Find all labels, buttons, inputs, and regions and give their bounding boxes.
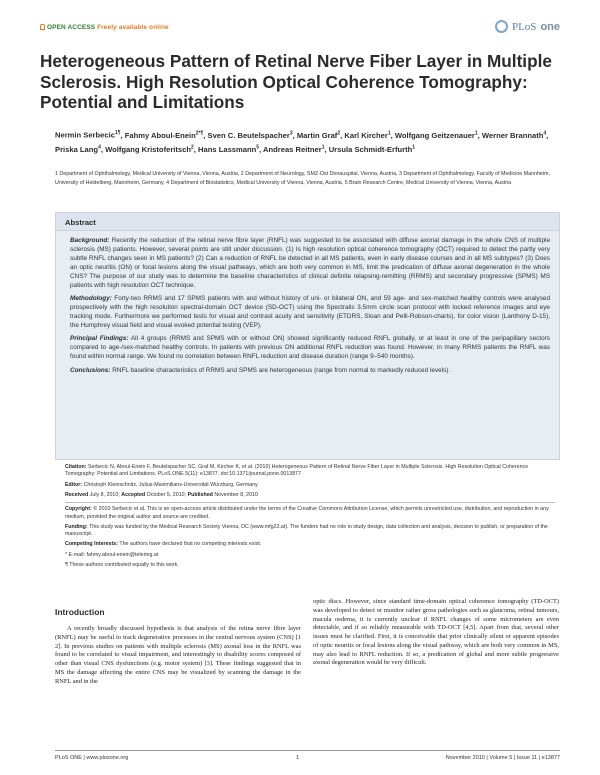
author-list-rest: , Fahmy Aboul-Enein$^{2*\P}$, Sven C. Beutelspacher$^3$, Martin Graf$^2$, Karl Kircher$^1$, Wolfgang Geitzenauer$^1$, Werner Brannath$^4$, Priska Lang$^4$, Wolfgang Kristoferitsch$^2$, Hans Lassmann$^5$, Andreas Reitner$^1$, Ursula Schmidt-Erfurth$^1$ xyxy=(55,130,549,155)
plos-one-logo: PLoS one xyxy=(495,20,560,33)
author-name: Fahmy Aboul-Enein xyxy=(124,130,196,140)
citation: Citation: Serbecic N, Aboul-Enein F, Beutelspacher SC, Graf M, Kircher K, et al. (2010) Heterogeneous Pattern of Retinal Nerve Fiber Layer in Multiple Sclerosis. High Resolution Optical Coherence Tomography: Potential and Limitations. PLoS ONE 5(11): e13877. doi:10.1371/journal.pone.0013877 xyxy=(65,464,529,478)
dates: Received July 8, 2010; Accepted October 5, 2010; Published November 8, 2010 xyxy=(65,491,258,498)
editor: Editor: Christoph Kleinschnitz, Julius-Maximilians-Universität Würzburg, Germany xyxy=(65,481,258,488)
author-name: Andreas Reitner xyxy=(263,145,322,155)
author-name: Werner Brannath xyxy=(481,130,544,140)
article-title: Heterogeneous Pattern of Retinal Nerve Fiber Layer in Multiple Sclerosis. High Resolution Optical Coherence Tomography: Potential and Limitations xyxy=(40,51,552,112)
affiliations: 1 Department of Ophthalmology, Medical University of Vienna, Vienna, Austria, 2 Department of Neurology, SMZ-Ost Donauspital, Vienna, Austria, 3 Department of Ophthalmology, Faculty of Medicine Mannheim, University of Heidelberg, Mannheim, Germany, 4 Department of Biostatistics, Medical University of Vienna, Vienna, Austria, 5 Brain Research Centre, Medical University of Vienna, Vienna, Austria xyxy=(55,171,550,187)
competing-interests: Competing Interests: The authors have declared that no competing interests exist. xyxy=(65,541,262,548)
abstract-findings: Principal Findings: All 4 groups (RRMS and SPMS with or without ON) showed significantly reduced RNFL globally, or at least in one of the peripapillary sectors compared to age-/sex-matched healthy controls. In patients with previous ON additional RNFL reduction was found. However, in many RRMS patients the RNFL was found within normal range. We found no correlation between RNFL reduction and disease duration (range 9–540 months). xyxy=(70,335,550,361)
author-name: Priska Lang xyxy=(55,145,99,155)
author-name: Wolfgang Geitzenauer xyxy=(394,130,475,140)
journal-header xyxy=(40,12,560,40)
abstract-conclusions: Conclusions: RNFL baseline characteristics of RRMS and SPMS are heterogeneous (range from normal to markedly reduced levels). xyxy=(70,366,451,374)
author-affiliation-marker: 2*¶ xyxy=(195,130,204,136)
author-name: Martin Graf xyxy=(296,130,338,140)
section-heading-introduction: Introduction xyxy=(55,607,105,617)
article-metadata xyxy=(65,464,555,572)
page-footer xyxy=(55,750,560,761)
body-column-left xyxy=(55,598,301,686)
author-affiliation-marker: 1 xyxy=(387,130,391,136)
copyright: Copyright: © 2010 Serbecic et al. This is an open-access article distributed under the terms of the Creative Commons Attribution License, which permits unrestricted use, distribution, and reproduction in any medium, provided the original author and source are credited. xyxy=(65,506,549,520)
author-list: Nermin Serbecic$^{1\P}$, Fahmy Aboul-Enein$^{2*\P}$, Sven C. Beutelspacher$^3$, Martin Graf$^2$, Karl Kircher$^1$, Wolfgang Geitzenauer$^1$, Werner Brannath$^4$, Priska Lang$^4$, Wolfgang Kristoferitsch$^2$, Hans Lassmann$^5$, Andreas Reitner$^1$, Ursula Schmidt-Erfurth$^1$ xyxy=(55,130,549,155)
author-affiliation-marker: 4 xyxy=(543,130,547,136)
abstract-methodology: Methodology: Forty-two RRMS and 17 SPMS patients with and without history of uni- or bilateral ON, and 59 age- and sex-matched healthy controls were analysed prospectively with the high resolution spectral-domain OCT device (SD-OCT) using the Spectralis 3.5mm circle scan protocol with locked reference images and eye tracking mode. Furthermore we performed tests for visual and contrast acuity and sensitivity (ETDRS, Sloan and Pelli-Robson-charts), for color vision (Lanthony D-15), the Humphrey visual field and visual evoked potential testing (VEP). xyxy=(70,295,550,329)
author-affiliation-marker: 3 xyxy=(289,130,293,136)
author-affiliation-marker: 4 xyxy=(98,144,101,151)
author-name: Wolfgang Kristoferitsch xyxy=(105,145,192,155)
author-affiliation-marker: 2 xyxy=(191,144,194,151)
divider xyxy=(65,502,555,503)
abstract-box xyxy=(55,212,560,460)
author-name: Hans Lassmann xyxy=(198,145,257,155)
author-affiliation-marker: 2 xyxy=(337,130,341,136)
author-affiliation-marker: 5 xyxy=(256,144,260,151)
abstract-heading: Abstract xyxy=(56,213,559,231)
author-name: Nermin Serbecic xyxy=(55,130,115,140)
author-affiliation-marker: 1 xyxy=(412,144,416,151)
open-lock-icon xyxy=(40,24,45,30)
author-affiliation-marker: 1 xyxy=(474,130,478,136)
page-number: 1 xyxy=(296,755,300,761)
body-column-right xyxy=(313,598,559,668)
footer-journal: PLoS ONE | www.plosone.org xyxy=(55,755,129,761)
intro-paragraph-left: A recently broadly discussed hypothesis is that analysis of the retina nerve fibre layer (RNFL) may be useful to track degenerative processes in the central nervous system (CNS) [1 2]. In previous studies on patients with multiple sclerosis (MS) axonal loss in the RNFL was found to be correlated to visual impairment, and interestingly to disability scores composed of other than visual CNS dysfunctions (e.g. motor system) [3]. These findings suggested that in MS the damage affecting the entire CNS may be visualized by scanning the damage in the RNFL and in the xyxy=(55,625,301,685)
open-access-badge: OPEN ACCESS Freely available online xyxy=(40,24,169,31)
footer-issue: November 2010 | Volume 5 | Issue 11 | e13877 xyxy=(445,755,560,761)
author-name: Ursula Schmidt-Erfurth xyxy=(328,145,413,155)
funding: Funding: This study was funded by the Medical Research Society Vienna, DC (www.mfg22.at). The funders had no role in study design, data collection and analysis, decision to publish, or preparation of the manuscript. xyxy=(65,523,548,538)
email: * E-mail: fahmy.aboul-enein@telering.at xyxy=(65,551,159,558)
intro-paragraph-right: optic discs. However, since standard time-domain optical coherence tomography (TD-OCT) was developed to detect or monitor rather gross pathologies such as glaucoma, retinal tumours, macula oedema, it is currently unclear if RNFL changes of some micrometers are even detectable, and if so reliably measurable with TD-OCT [4,5]. Apart from that, several other issues must be clarified. First, it is conceivable that prior clinically silent or apparent episodes of optic neuritis or focal lesions along the visual pathway, which are both very common in MS, may also lead to RNFL reduction. If so, a predication of global and more subtle progressive axonal degeneration would be very difficult. xyxy=(313,598,559,667)
logo-circle-icon xyxy=(495,20,508,33)
author-affiliation-marker: 1 xyxy=(321,144,325,151)
author-name: Karl Kircher xyxy=(344,130,388,140)
equal-contribution: ¶ These authors contributed equally to this work. xyxy=(65,561,179,568)
author-name: Sven C. Beutelspacher xyxy=(207,130,290,140)
abstract-background: Background: Recently the reduction of the retinal nerve fibre layer (RNFL) was suggested to be associated with diffuse axonal damage in the whole CNS of multiple sclerosis (MS) patients. However, several points are still under discussion. (1) Is high resolution optical coherence tomography (OCT) required to detect the partly very subtle RNFL changes seen in MS patients? (2) Can a reduction of RNFL be detected in all MS patients, even in early disease courses and in all MS subtypes? (3) Does an optic neuritis (ON) or focal lesions along the visual pathways, which are both very common in MS, limit the predication of diffuse axonal degeneration in the whole CNS? The purpose of our study was to determine the baseline characteristics of clinical definite relapsing-remitting (RRMS) and secondary progressive (SPMS) MS patients with high resolution OCT technique. xyxy=(70,237,550,289)
